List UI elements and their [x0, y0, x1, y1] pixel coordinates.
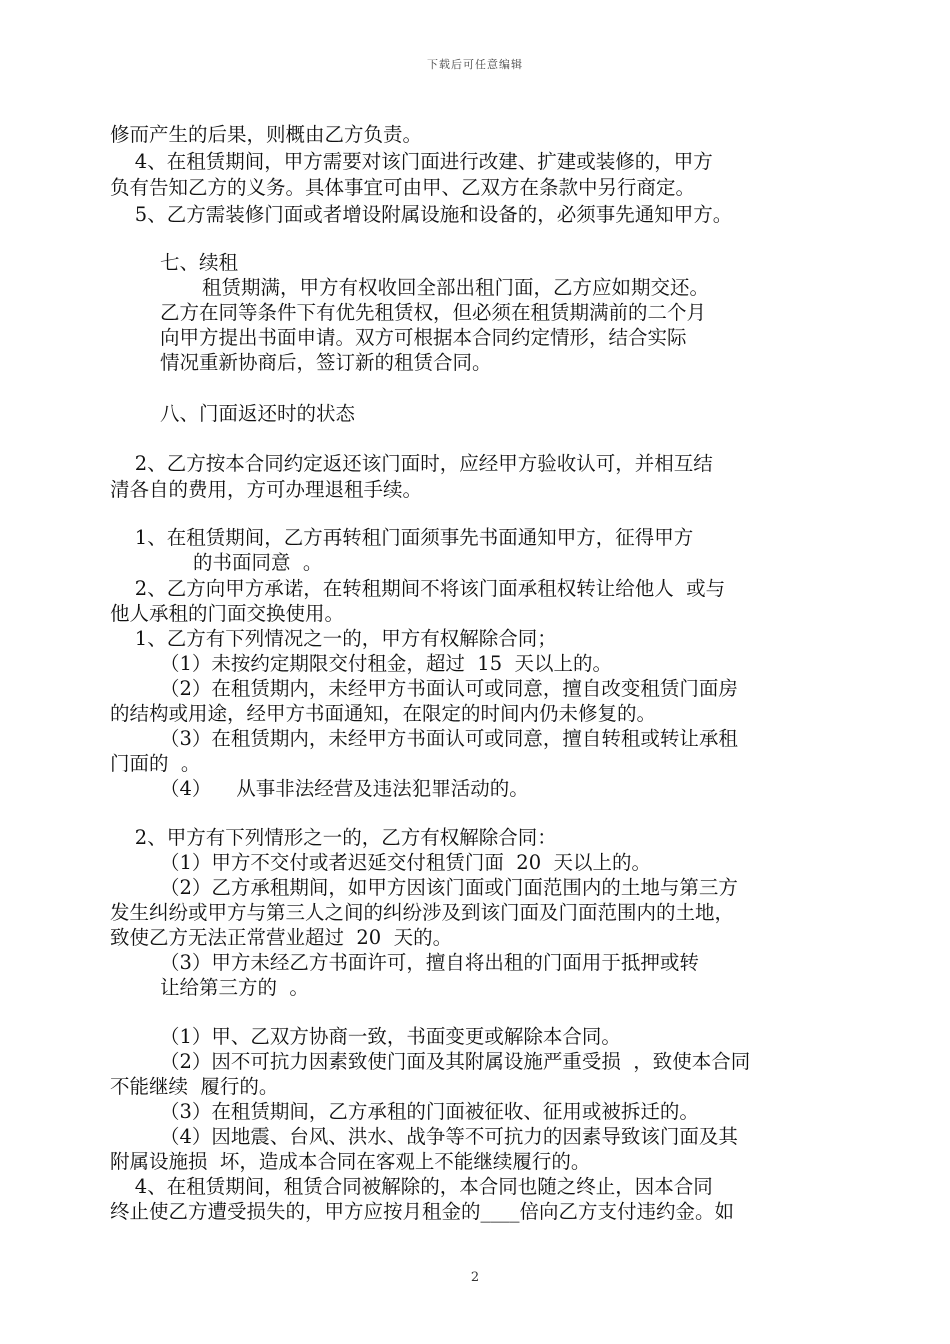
text-line: 负有告知乙方的义务。具体事宜可由甲、乙双方在条款中另行商定。 [110, 176, 696, 199]
text-line: （1）甲方不交付或者迟延交付租赁门面 20 天以上的。 [160, 851, 652, 874]
text-line: （1）未按约定期限交付租金，超过 15 天以上的。 [160, 652, 613, 675]
text-line: （3）在租赁期内，未经甲方书面认可或同意，擅自转租或转让承租 [160, 727, 738, 750]
text-line: 2、甲方有下列情形之一的，乙方有权解除合同： [110, 826, 557, 849]
text-line: 乙方在同等条件下有优先租赁权，但必须在租赁期满前的二个月 [160, 301, 707, 324]
text-line: 发生纠纷或甲方与第三人之间的纠纷涉及到该门面及门面范围内的土地， [110, 901, 735, 924]
text-line: （3）甲方未经乙方书面许可，擅自将出租的门面用于抵押或转 [160, 951, 699, 974]
text-line: 不能继续 履行的。 [110, 1075, 279, 1098]
text-line: 向甲方提出书面申请。双方可根据本合同约定情形，结合实际 [160, 326, 687, 349]
text-line: 4、在租赁期间，甲方需要对该门面进行改建、扩建或装修的，甲方 [110, 150, 713, 173]
text-line: 1、乙方有下列情况之一的，甲方有权解除合同； [110, 627, 557, 650]
text-line: 门面的 。 [110, 752, 201, 775]
section-heading: 八、门面返还时的状态 [160, 402, 356, 425]
text-line: （2）因不可抗力因素致使门面及其附属设施严重受损 ，致使本合同 [160, 1050, 751, 1073]
text-line: （4） 从事非法经营及违法犯罪活动的。 [160, 777, 529, 800]
text-line: 附属设施损 坏，造成本合同在客观上不能继续履行的。 [110, 1150, 591, 1173]
text-line: 终止使乙方遭受损失的，甲方应按月租金的____倍向乙方支付违约金。如 [110, 1200, 735, 1223]
section-heading: 七、续租 [160, 251, 239, 274]
text-line: （4）因地震、台风、洪水、战争等不可抗力的因素导致该门面及其 [160, 1125, 738, 1148]
text-line: 5、乙方需装修门面或者增设附属设施和设备的，必须事先通知甲方。 [110, 203, 733, 226]
text-line: 的书面同意 。 [193, 551, 323, 574]
text-line: （3）在租赁期间，乙方承租的门面被征收、征用或被拆迁的。 [160, 1100, 699, 1123]
page-header: 下载后可任意编辑 [427, 58, 523, 71]
text-line: （2）在租赁期内，未经甲方书面认可或同意，擅自改变租赁门面房 [160, 677, 738, 700]
text-line: 租赁期满，甲方有权收回全部出租门面，乙方应如期交还。 [202, 276, 710, 299]
text-line: 2、乙方按本合同约定返还该门面时，应经甲方验收认可，并相互结 [110, 452, 713, 475]
text-line: 的结构或用途，经甲方书面通知，在限定的时间内仍未修复的。 [110, 702, 657, 725]
text-line: （1）甲、乙双方协商一致，书面变更或解除本合同。 [160, 1025, 621, 1048]
text-line: 让给第三方的 。 [160, 976, 309, 999]
text-line: 他人承租的门面交换使用。 [110, 602, 345, 625]
text-line: （2）乙方承租期间，如甲方因该门面或门面范围内的土地与第三方 [160, 876, 738, 899]
text-line: 清各自的费用，方可办理退租手续。 [110, 478, 423, 501]
text-line: 4、在租赁期间，租赁合同被解除的，本合同也随之终止，因本合同 [110, 1175, 713, 1198]
text-line: 致使乙方无法正常营业超过 20 天的。 [110, 926, 453, 949]
page-number: 2 [470, 1270, 480, 1285]
text-line: 情况重新协商后，签订新的租赁合同。 [160, 351, 492, 374]
text-line: 1、在租赁期间，乙方再转租门面须事先书面通知甲方，征得甲方 [110, 526, 694, 549]
text-line: 2、乙方向甲方承诺，在转租期间不将该门面承租权转让给他人 或与 [110, 577, 726, 600]
text-line: 修而产生的后果，则概由乙方负责。 [110, 123, 423, 146]
